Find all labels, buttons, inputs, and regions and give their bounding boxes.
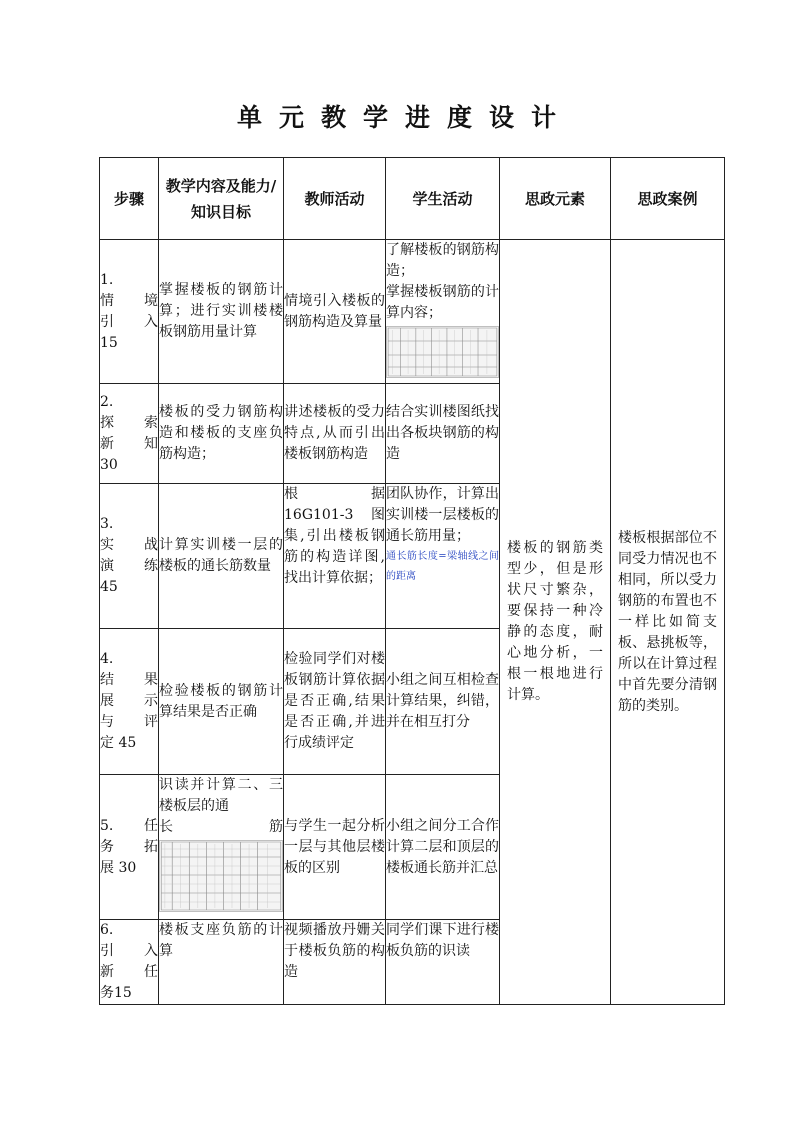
student-cell: 小组之间互相检查计算结果，纠错，并在相互打分 (386, 629, 500, 775)
teacher-cell (284, 484, 386, 629)
student-text: 了解楼板的钢筋构造； (386, 242, 499, 279)
ideology-element-cell: 楼板的钢筋类型少，但是形状尺寸繁杂，要保持一种冷静的态度，耐心地分析，一根一根地进行计算。 (500, 240, 611, 1005)
step-label: 探 索 (100, 414, 158, 431)
teacher-cell: 与学生一起分析一层与其他层楼板的区别 (284, 775, 386, 920)
teacher-cell: 情境引入楼板的钢筋构造及算量 (284, 240, 386, 384)
step-minutes: 务15 (100, 985, 132, 1001)
content-text-wrap (159, 817, 283, 838)
teacher-cell: 检验同学们对楼板钢筋计算依据是否正确,结果是否正确,并进行成绩评定 (284, 629, 386, 775)
step-label: 务 拓 (100, 838, 158, 855)
step-label: 引 入 (100, 943, 158, 959)
step-minutes: 30 (100, 456, 118, 473)
header-ideology: 思政元素 (500, 158, 611, 240)
step-minutes: 15 (100, 334, 118, 351)
header-student: 学生活动 (386, 158, 500, 240)
student-text: 掌握楼板钢筋的计算内容； (386, 284, 499, 321)
header-case: 思政案例 (611, 158, 725, 240)
step-cell (100, 775, 159, 920)
student-note: 通长筋长度=梁轴线之间的距离 (386, 551, 499, 582)
page-title: 单元教学进度设计 (236, 103, 573, 132)
content-cell (159, 775, 284, 920)
teacher-cell: 讲述楼板的受力特点,从而引出楼板钢筋构造 (284, 384, 386, 484)
content-cell: 计算实训楼一层的楼板的通长筋数量 (159, 484, 284, 629)
student-cell: 小组之间分工合作计算二层和顶层的楼板通长筋并汇总 (386, 775, 500, 920)
step-label: 展 30 (100, 859, 137, 876)
step-cell (100, 629, 159, 775)
content-cell: 楼板的受力钢筋构造和楼板的支座负筋构造； (159, 384, 284, 484)
step-cell (100, 920, 159, 1005)
content-cell: 楼板支座负筋的计算 (159, 920, 284, 1005)
step-number: 1. (100, 271, 114, 288)
student-cell (386, 484, 500, 629)
content-text: 长 (159, 819, 173, 835)
step-label: 结 果 (100, 672, 158, 688)
step-cell (100, 484, 159, 629)
step-label: 情 境 (100, 292, 158, 309)
step-label: 演 练 (100, 558, 158, 574)
step-label: 5. 任 (100, 817, 158, 834)
step-minutes: 45 (100, 579, 118, 595)
floor-plan-thumbnail (159, 840, 283, 912)
content-cell: 掌握楼板的钢筋计算；进行实训楼楼板钢筋用量计算 (159, 240, 284, 384)
header-content-text: 教学内容及能力/知识目标 (165, 176, 277, 221)
step-label: 引 入 (100, 313, 158, 330)
step-number: 4. (100, 651, 114, 667)
step-label: 展 示 (100, 693, 158, 709)
content-text: 识读并计算二、三楼板层的通 (159, 777, 283, 814)
table-row (100, 240, 725, 384)
header-content (159, 158, 284, 240)
step-number: 2. (100, 393, 114, 410)
teaching-progress-table (99, 157, 725, 1005)
ideology-case-cell: 楼板根据部位不同受力情况也不相同，所以受力钢筋的布置也不一样比如简支板、悬挑板等，所以在计算过程中首先要分清钢筋的类别。 (611, 240, 725, 1005)
step-minutes: 定 45 (100, 735, 137, 751)
step-number: 3. (100, 516, 114, 532)
content-text: 筋 (269, 819, 283, 835)
step-cell (100, 240, 159, 384)
step-cell (100, 384, 159, 484)
step-label: 实 战 (100, 537, 158, 553)
student-cell (386, 240, 500, 384)
header-step: 步骤 (100, 158, 159, 240)
step-label: 新 任 (100, 964, 158, 980)
teacher-cell: 视频播放丹姗关于楼板负筋的构造 (284, 920, 386, 1005)
teacher-text: 16G101-3 图集,引出楼板钢筋的构造详图,找出计算依据； (284, 507, 385, 586)
student-text: 团队协作，计算出实训楼一层楼板的通长筋用量； (386, 486, 499, 544)
step-label: 新 知 (100, 435, 158, 452)
student-cell: 结合实训楼图纸找出各板块钢筋的构造 (386, 384, 500, 484)
floor-plan-thumbnail (386, 326, 499, 378)
student-cell: 同学们课下进行楼板负筋的识读 (386, 920, 500, 1005)
header-teacher: 教师活动 (284, 158, 386, 240)
teacher-text: 根 据 (284, 486, 385, 502)
step-label: 与 评 (100, 714, 158, 730)
header-row (100, 158, 725, 240)
content-cell: 检验楼板的钢筋计算结果是否正确 (159, 629, 284, 775)
step-number: 6. (100, 922, 114, 938)
